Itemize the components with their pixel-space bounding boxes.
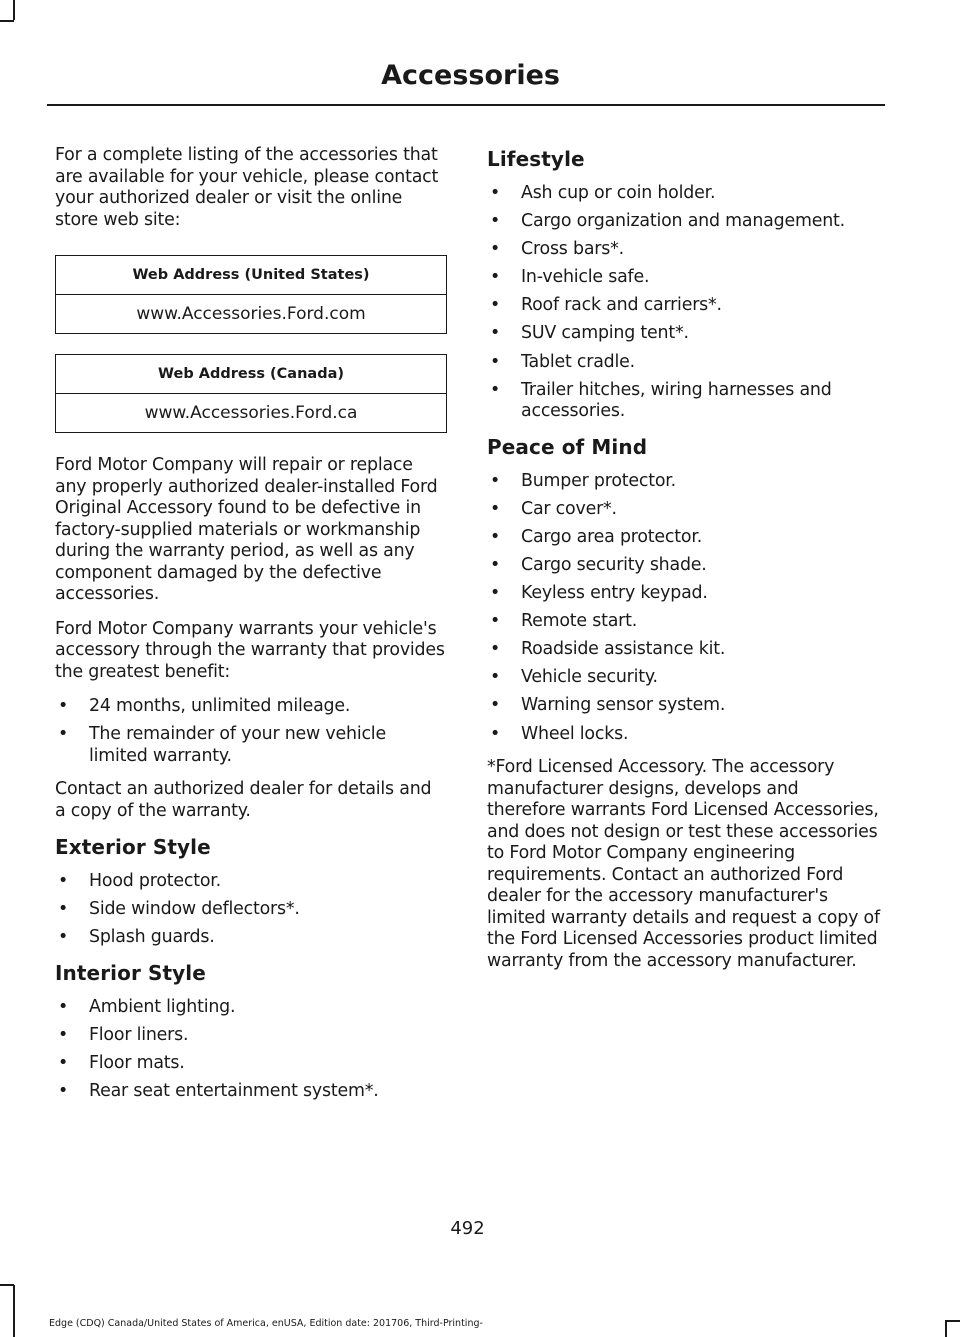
- list-item: • Bumper protector.: [487, 471, 882, 493]
- list-item: • Ash cup or coin holder.: [487, 183, 882, 205]
- intro-paragraph: For a complete listing of the accessories that are available for your vehicle, please contact your authorized dealer or visit the online store web site:: [55, 145, 439, 230]
- list-item: • Side window deflectors*.: [55, 899, 447, 921]
- web-address-link[interactable]: www.Accessories.Ford.com: [56, 295, 447, 334]
- warranty-list: [55, 696, 447, 767]
- section-heading-exterior: Exterior Style: [55, 835, 211, 860]
- list-item: • Floor mats.: [55, 1053, 447, 1075]
- crop-mark: [13, 0, 15, 20]
- section-heading-lifestyle: Lifestyle: [487, 147, 585, 171]
- list-item: • Wheel locks.: [487, 724, 882, 746]
- warranty-paragraph: Ford Motor Company will repair or replace any properly authorized dealer-installed Ford Original Accessory found to be defective in factory-supplied materials or workmanship during the warranty period, as well as any component damaged by the defective accessories.: [55, 455, 438, 604]
- list-item: • Tablet cradle.: [487, 352, 882, 374]
- footnote-paragraph: *Ford Licensed Accessory. The accessory manufacturer designs, develops and therefore warrants Ford Licensed Accessories, and does not design or test these accessories to Ford Motor Company engineering requirements. Contact an authorized Ford dealer for the accessory manufacturer's limited warranty details and request a copy of the Ford Licensed Accessories product limited warranty from the accessory manufacturer.: [487, 757, 880, 971]
- page-number: 492: [450, 1218, 485, 1239]
- list-item: • Vehicle security.: [487, 667, 882, 689]
- list-item: • Rear seat entertainment system*.: [55, 1081, 447, 1103]
- list-item: • Trailer hitches, wiring harnesses and accessories.: [487, 380, 882, 423]
- section-heading-interior: Interior Style: [55, 960, 206, 985]
- list-item: • Cargo area protector.: [487, 527, 882, 549]
- lifestyle-list: [487, 183, 882, 423]
- exterior-list: [55, 871, 447, 949]
- list-item: • Cargo security shade.: [487, 555, 882, 577]
- list-item: • Ambient lighting.: [55, 997, 447, 1019]
- table-header: Web Address (United States): [56, 256, 447, 295]
- list-item: • Cross bars*.: [487, 239, 882, 261]
- peace-of-mind-list: [487, 471, 882, 745]
- list-item: • Floor liners.: [55, 1025, 447, 1047]
- web-address-link[interactable]: www.Accessories.Ford.ca: [56, 394, 447, 433]
- page-title: Accessories: [381, 60, 560, 91]
- right-column: [487, 145, 882, 985]
- warranty-paragraph: Ford Motor Company warrants your vehicle's accessory through the warranty that provides the greatest benefit:: [55, 618, 445, 682]
- list-item: • Hood protector.: [55, 871, 447, 893]
- list-item: • Remote start.: [487, 611, 882, 633]
- list-item: • Car cover*.: [487, 499, 882, 521]
- warranty-paragraph: Contact an authorized dealer for details and a copy of the warranty.: [55, 779, 432, 821]
- interior-list: [55, 997, 447, 1103]
- list-item: • The remainder of your new vehicle limited warranty.: [55, 724, 447, 767]
- canada-web-address-table: [55, 354, 447, 433]
- table-header: Web Address (Canada): [56, 355, 447, 394]
- list-item: • Splash guards.: [55, 927, 447, 949]
- list-item: • Cargo organization and management.: [487, 211, 882, 233]
- list-item: • Keyless entry keypad.: [487, 583, 882, 605]
- crop-mark: [945, 1320, 947, 1337]
- footer-edition-info: Edge (CDQ) Canada/United States of America, enUSA, Edition date: 201706, Third-Printing-: [49, 1318, 483, 1329]
- header-divider: [47, 104, 885, 106]
- left-column: [55, 145, 447, 1115]
- section-heading-peace-of-mind: Peace of Mind: [487, 434, 648, 459]
- crop-mark: [13, 1285, 15, 1337]
- crop-mark: [946, 1320, 960, 1322]
- list-item: • Roof rack and carriers*.: [487, 295, 882, 317]
- list-item: • SUV camping tent*.: [487, 323, 882, 345]
- list-item: • Roadside assistance kit.: [487, 639, 882, 661]
- us-web-address-table: [55, 255, 447, 334]
- list-item: • Warning sensor system.: [487, 695, 882, 717]
- crop-mark: [0, 1284, 14, 1286]
- list-item: • In-vehicle safe.: [487, 267, 882, 289]
- crop-mark: [0, 20, 14, 22]
- list-item: • 24 months, unlimited mileage.: [55, 696, 447, 718]
